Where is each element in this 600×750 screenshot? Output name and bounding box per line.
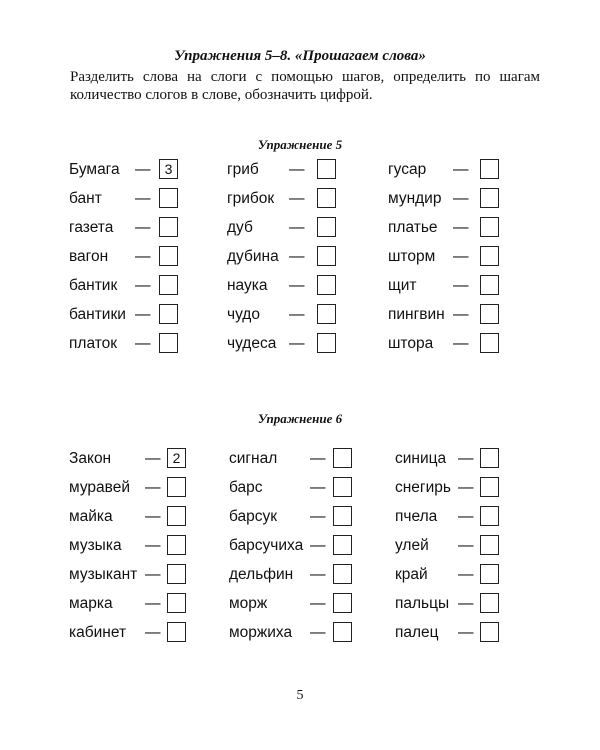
word-label: барс	[229, 479, 263, 496]
dash-separator: —	[289, 161, 305, 178]
syllable-count-box[interactable]	[480, 622, 499, 642]
dash-separator: —	[310, 566, 326, 583]
syllable-count-box[interactable]	[159, 275, 178, 295]
word-label: Закон	[69, 450, 112, 467]
dash-separator: —	[310, 595, 326, 612]
exercise-title: Упражнение 5	[257, 137, 343, 152]
syllable-count-box[interactable]	[480, 159, 499, 179]
word-label: грибок	[227, 190, 275, 207]
dash-separator: —	[310, 450, 326, 467]
syllable-count-box[interactable]	[333, 448, 352, 468]
dash-separator: —	[458, 566, 474, 583]
page-number: 5	[296, 688, 304, 703]
word-label: барсучиха	[229, 537, 304, 554]
syllable-count-box[interactable]	[159, 188, 178, 208]
dash-separator: —	[310, 508, 326, 525]
dash-separator: —	[135, 335, 151, 352]
dash-separator: —	[453, 190, 469, 207]
word-label: наука	[227, 277, 268, 294]
word-label: снегирь	[395, 479, 451, 496]
dash-separator: —	[145, 508, 161, 525]
dash-separator: —	[135, 190, 151, 207]
dash-separator: —	[458, 595, 474, 612]
syllable-count-box[interactable]	[480, 188, 499, 208]
dash-separator: —	[458, 450, 474, 467]
dash-separator: —	[289, 306, 305, 323]
dash-separator: —	[310, 537, 326, 554]
word-label: сигнал	[229, 450, 278, 467]
syllable-count-box[interactable]	[480, 246, 499, 266]
word-label: пальцы	[395, 595, 450, 612]
syllable-count-box[interactable]	[317, 188, 336, 208]
syllable-count-box[interactable]	[333, 477, 352, 497]
word-label: бантики	[69, 306, 126, 323]
syllable-count-box[interactable]	[159, 304, 178, 324]
word-label: гусар	[388, 161, 427, 178]
word-label: платье	[388, 219, 438, 236]
word-label: бантик	[69, 277, 118, 294]
syllable-count-box[interactable]	[480, 448, 499, 468]
syllable-count-box[interactable]	[317, 304, 336, 324]
word-label: платок	[69, 335, 118, 352]
dash-separator: —	[135, 219, 151, 236]
word-label: музыка	[69, 537, 122, 554]
word-label: майка	[69, 508, 113, 525]
dash-separator: —	[453, 306, 469, 323]
word-label: газета	[69, 219, 114, 236]
word-label: музыкант	[69, 566, 138, 583]
dash-separator: —	[458, 624, 474, 641]
word-label: бант	[69, 190, 102, 207]
syllable-count-box[interactable]: 3	[159, 159, 178, 179]
dash-separator: —	[145, 537, 161, 554]
syllable-count-box[interactable]	[333, 622, 352, 642]
word-label: чудо	[227, 306, 260, 323]
syllable-count-box[interactable]	[480, 333, 499, 353]
word-label: морж	[229, 595, 268, 612]
syllable-count-box[interactable]	[333, 535, 352, 555]
word-label: щит	[388, 277, 417, 294]
word-label: моржиха	[229, 624, 293, 641]
dash-separator: —	[145, 479, 161, 496]
syllable-count-box[interactable]	[480, 593, 499, 613]
dash-separator: —	[145, 624, 161, 641]
syllable-count-box[interactable]	[167, 535, 186, 555]
exercise-title: Упражнение 6	[257, 411, 343, 426]
dash-separator: —	[453, 335, 469, 352]
dash-separator: —	[310, 624, 326, 641]
syllable-count-box[interactable]	[159, 333, 178, 353]
syllable-count-box[interactable]	[317, 159, 336, 179]
word-label: улей	[395, 537, 429, 554]
dash-separator: —	[289, 335, 305, 352]
dash-separator: —	[145, 450, 161, 467]
syllable-count-box[interactable]	[317, 217, 336, 237]
instruction-text: Разделить слова на слоги с помощью шагов, определить по шагам количество слогов в слове, обозначить цифрой.	[70, 69, 540, 103]
dash-separator: —	[310, 479, 326, 496]
word-label: дуб	[227, 219, 253, 236]
word-label: марка	[69, 595, 113, 612]
syllable-count-box[interactable]	[480, 275, 499, 295]
word-label: вагон	[69, 248, 109, 265]
page-title: Упражнения 5–8. «Прошагаем слова»	[174, 48, 426, 64]
syllable-count-box[interactable]	[317, 333, 336, 353]
word-label: гриб	[227, 161, 259, 178]
syllable-count-box[interactable]	[333, 506, 352, 526]
syllable-count-box[interactable]	[317, 246, 336, 266]
dash-separator: —	[453, 161, 469, 178]
syllable-count-box[interactable]	[167, 506, 186, 526]
syllable-count-box[interactable]	[480, 217, 499, 237]
dash-separator: —	[135, 248, 151, 265]
dash-separator: —	[453, 277, 469, 294]
word-label: штора	[388, 335, 434, 352]
dash-separator: —	[458, 537, 474, 554]
syllable-count-box[interactable]	[159, 217, 178, 237]
word-label: палец	[395, 624, 439, 641]
dash-separator: —	[289, 277, 305, 294]
dash-separator: —	[453, 219, 469, 236]
word-label: дельфин	[229, 566, 294, 583]
word-label: синица	[395, 450, 447, 467]
syllable-count-box[interactable]	[480, 304, 499, 324]
syllable-count-box[interactable]: 2	[167, 448, 186, 468]
word-label: край	[395, 566, 428, 583]
word-label: чудеса	[227, 335, 277, 352]
syllable-count-box[interactable]	[167, 477, 186, 497]
word-label: шторм	[388, 248, 436, 265]
syllable-count-box[interactable]	[317, 275, 336, 295]
dash-separator: —	[145, 595, 161, 612]
dash-separator: —	[453, 248, 469, 265]
syllable-count-box[interactable]	[480, 477, 499, 497]
word-label: дубина	[227, 248, 279, 265]
word-label: барсук	[229, 508, 278, 525]
dash-separator: —	[458, 508, 474, 525]
word-label: пингвин	[388, 306, 445, 323]
syllable-count-box[interactable]	[333, 593, 352, 613]
syllable-count-box[interactable]	[480, 535, 499, 555]
dash-separator: —	[135, 306, 151, 323]
dash-separator: —	[145, 566, 161, 583]
dash-separator: —	[289, 190, 305, 207]
syllable-count-box[interactable]	[480, 506, 499, 526]
syllable-count-box[interactable]	[333, 564, 352, 584]
syllable-count-box[interactable]	[167, 593, 186, 613]
word-label: мундир	[388, 190, 442, 207]
dash-separator: —	[135, 161, 151, 178]
dash-separator: —	[458, 479, 474, 496]
dash-separator: —	[289, 219, 305, 236]
syllable-count-box[interactable]	[167, 622, 186, 642]
word-label: муравей	[69, 479, 130, 496]
syllable-count-box[interactable]	[480, 564, 499, 584]
dash-separator: —	[289, 248, 305, 265]
word-label: пчела	[395, 508, 438, 525]
word-label: Бумага	[69, 161, 120, 178]
dash-separator: —	[135, 277, 151, 294]
syllable-count-box[interactable]	[167, 564, 186, 584]
word-label: кабинет	[69, 624, 127, 641]
syllable-count-box[interactable]	[159, 246, 178, 266]
